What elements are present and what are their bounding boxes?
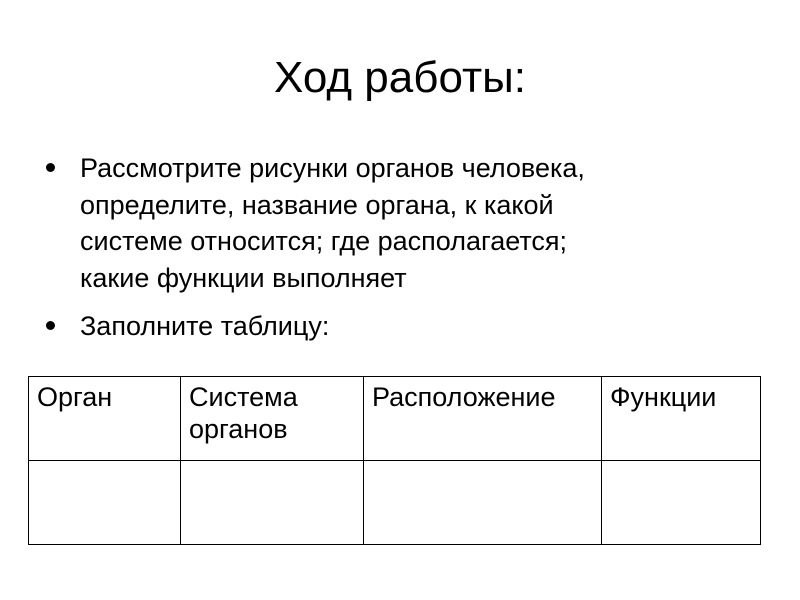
table-cell-location	[364, 461, 602, 545]
instruction-text: Заполните таблицу:	[80, 311, 330, 341]
table-header-row	[29, 377, 761, 461]
instructions-list	[46, 150, 746, 357]
column-header-system: Система органов	[181, 377, 364, 461]
column-header-organ: Орган	[29, 377, 181, 461]
column-header-location: Расположение	[364, 377, 602, 461]
organ-table	[28, 376, 761, 545]
slide-title: Ход работы:	[274, 53, 526, 102]
table-cell-system	[181, 461, 364, 545]
table-row	[29, 461, 761, 545]
list-item	[46, 150, 746, 296]
bullet-icon	[46, 321, 55, 330]
bullet-icon	[46, 163, 55, 172]
list-item	[46, 308, 746, 345]
column-header-functions: Функции	[602, 377, 761, 461]
instruction-text: Рассмотрите рисунки органов человека, определите, название органа, к какой системе относится; где располагается; какие функции выполняет	[80, 153, 585, 293]
table-cell-functions	[602, 461, 761, 545]
table-cell-organ	[29, 461, 181, 545]
